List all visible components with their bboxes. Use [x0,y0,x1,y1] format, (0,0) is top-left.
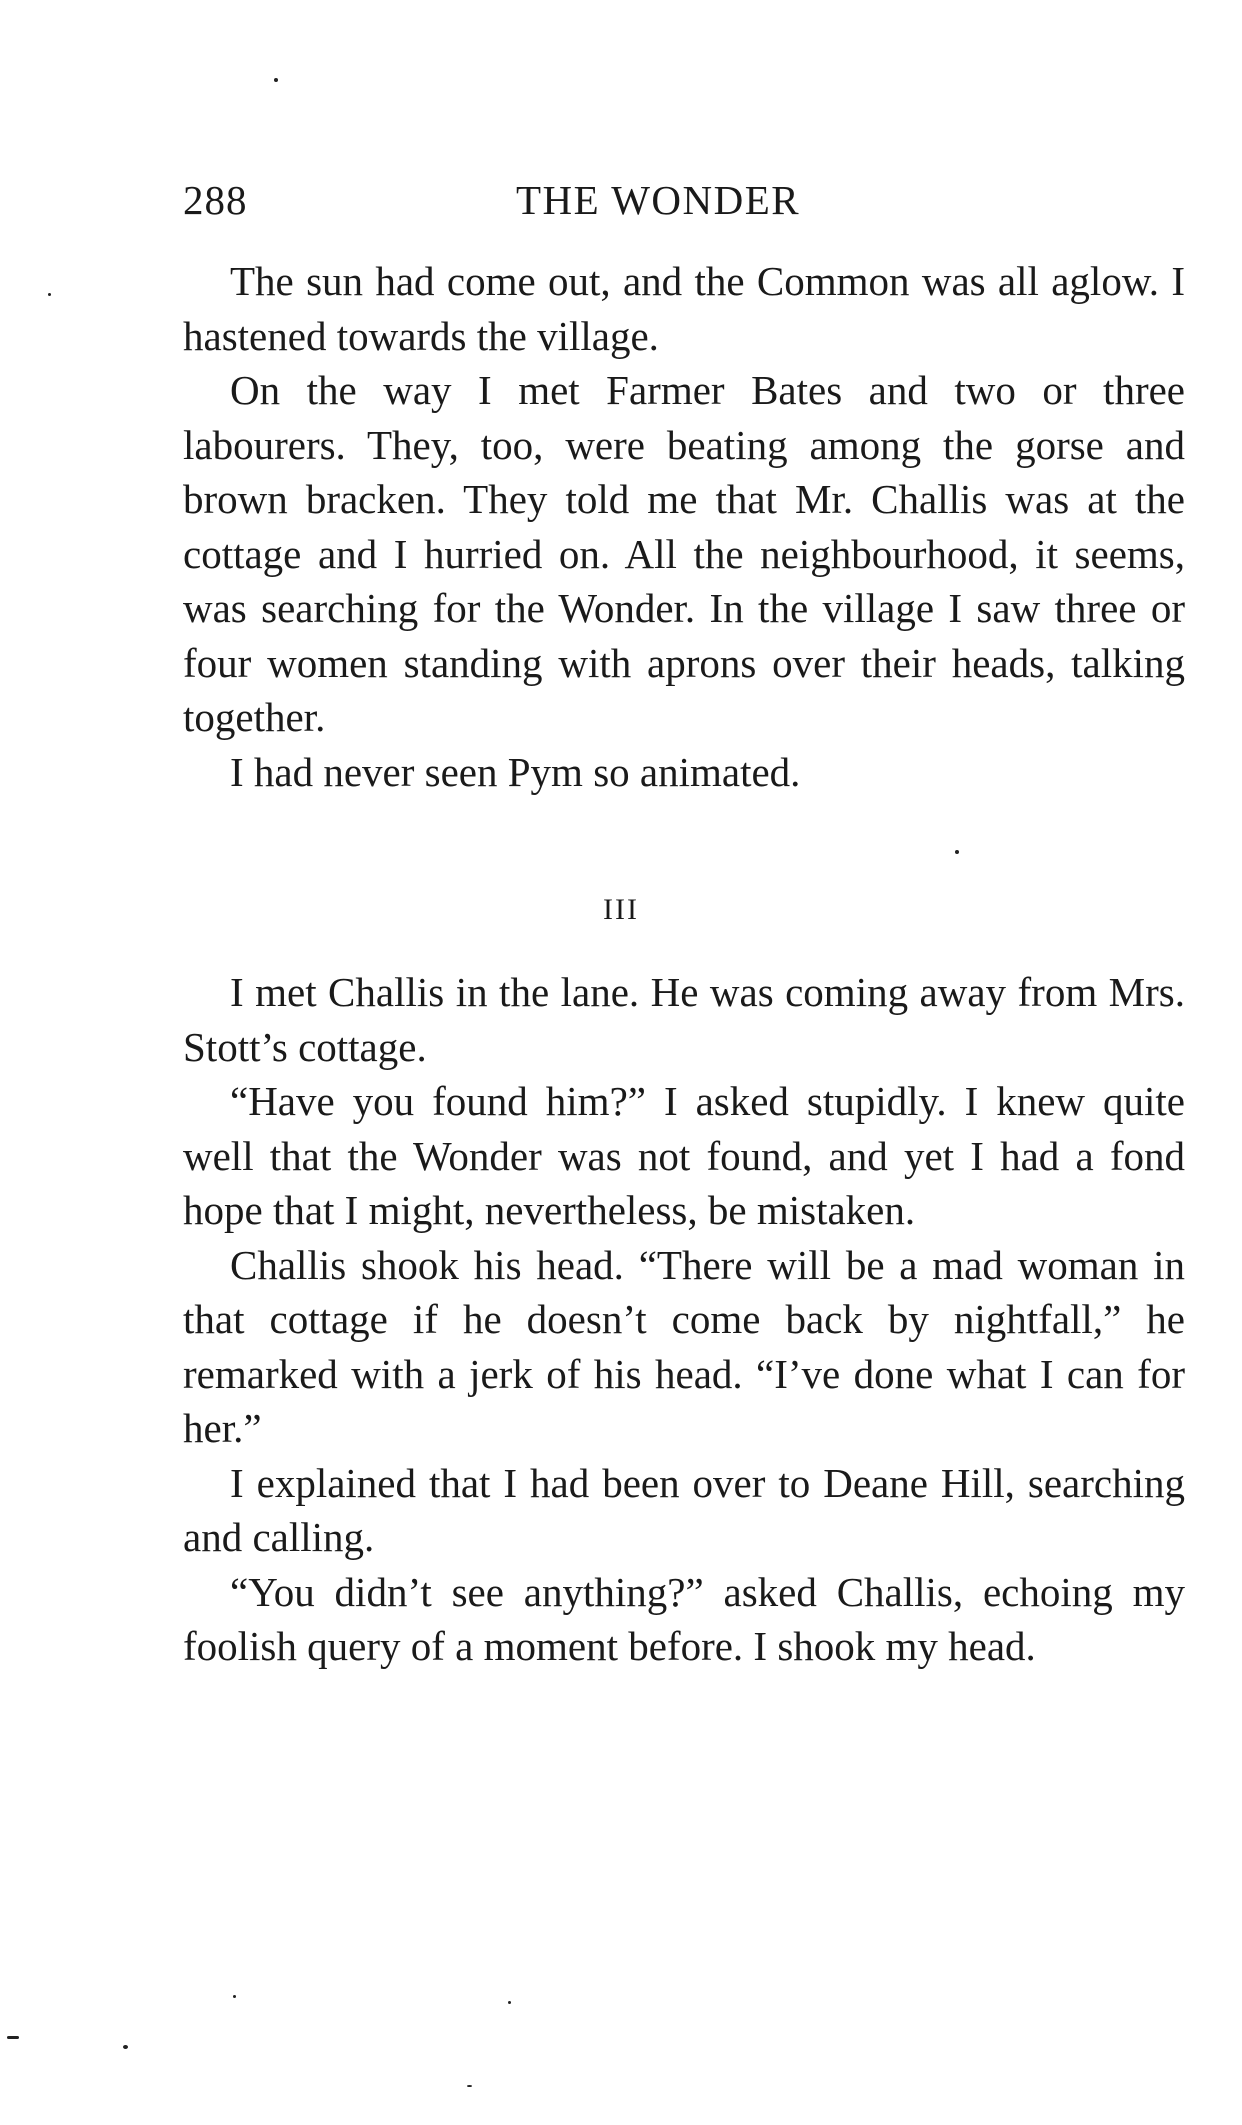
section-two-text [183,965,1185,1674]
paragraph: I explained that I had been over to Deane Hill, searching and calling. [183,1459,1185,1560]
scan-speck [508,2001,511,2004]
scan-speck [233,1995,236,1998]
scan-speck [955,850,959,854]
paragraph: “Have you found him?” I asked stupidly. I knew quite well that the Wonder was not found, and yet I had a fond hope that I might, nevertheless, be mistaken. [183,1078,1185,1233]
scan-speck [123,2045,128,2049]
paragraph: Challis shook his head. “There will be a mad woman in that cottage if he doesn’t come back by nightfall,” he remarked with a jerk of his head. “I’ve done what I can for her.” [183,1241,1185,1451]
scan-speck [7,2036,19,2039]
paragraph: On the way I met Farmer Bates and two or three labourers. They, too, were beating among the gorse and brown bracken. They told me that Mr. Challis was at the cottage and I hurried on. All the neighbourhood, it seems, was searching for the Wonder. In the village I saw three or four women standing with aprons over their heads, talking together. [183,367,1185,740]
paragraph: “You didn’t see anything?” asked Challis, echoing my foolish query of a moment before. I shook my head. [183,1568,1185,1669]
paragraph: I met Challis in the lane. He was coming away from Mrs. Stott’s cottage. [183,969,1185,1070]
running-head [183,176,1183,224]
paragraph: The sun had come out, and the Common was all aglow. I hastened towards the village. [183,258,1185,359]
section-number: III [603,893,639,926]
scan-speck [467,2085,472,2087]
scan-speck [274,78,278,82]
running-title: THE WONDER [516,177,801,223]
page-number: 288 [183,177,248,223]
paragraph: I had never seen Pym so animated. [230,748,801,795]
scan-speck [48,293,51,296]
section-one-text [183,254,1185,799]
